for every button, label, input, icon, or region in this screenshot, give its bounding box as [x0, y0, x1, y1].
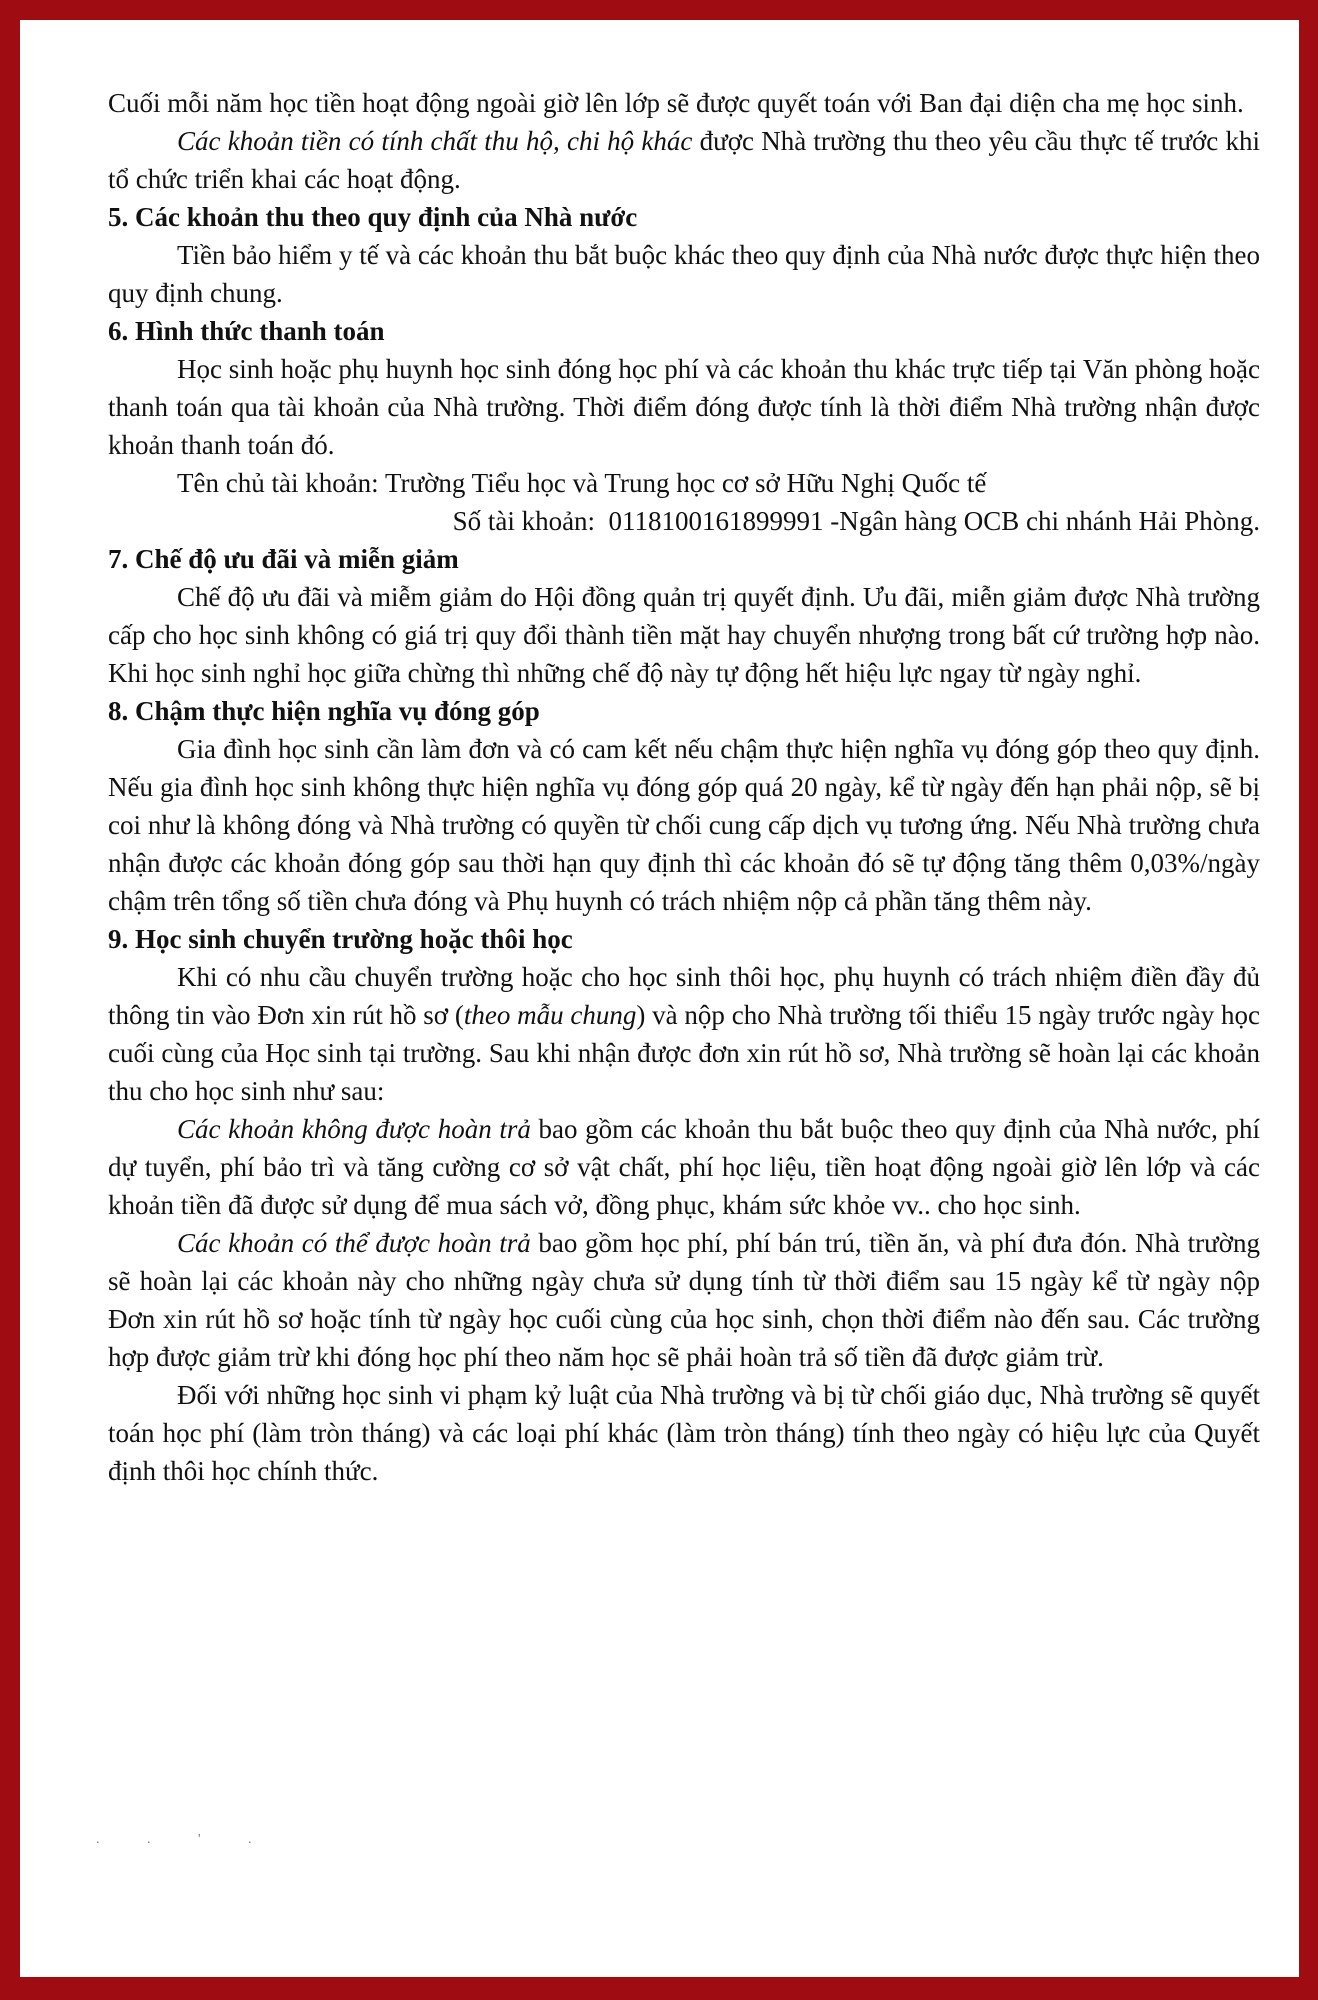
section-9-paragraph-3: Các khoản có thể được hoàn trả bao gồm học phí, phí bán trú, tiền ăn, và phí đưa đón. Nhà trường sẽ hoàn lại các khoản này cho những ngày chưa sử dụng tính từ thời điểm sau 15 ngày kể từ ngày nộp Đơn xin rút hồ sơ hoặc tính từ ngày học cuối cùng của học sinh, chọn thời điểm nào đến sau. Các trường hợp được giảm trừ khi đóng học phí theo năm học sẽ phải hoàn trả số tiền đã được giảm trừ. [108, 1228, 1260, 1372]
section-9-paragraph-2: Các khoản không được hoàn trả bao gồm các khoản thu bắt buộc theo quy định của Nhà nước, phí dự tuyển, phí bảo trì và tăng cường cơ sở vật chất, phí học liệu, tiền hoạt động ngoài giờ lên lớp và các khoản tiền đã được sử dụng để mua sách vở, đồng phục, khám sức khỏe vv.. cho học sinh. [108, 1114, 1260, 1220]
paragraph-activity-settlement: Cuối mỗi năm học tiền hoạt động ngoài giờ lên lớp sẽ được quyết toán với Ban đại diện cha mẹ học sinh. [108, 88, 1244, 118]
section-6-paragraph: Học sinh hoặc phụ huynh học sinh đóng học phí và các khoản thu khác trực tiếp tại Văn phòng hoặc thanh toán qua tài khoản của Nhà trường. Thời điểm đóng được tính là thời điểm Nhà trường nhận được khoản thanh toán đó. [108, 354, 1260, 460]
section-5-paragraph: Tiền bảo hiểm y tế và các khoản thu bắt buộc khác theo quy định của Nhà nước được thực hiện theo quy định chung. [108, 240, 1260, 308]
italic-phrase: theo mẫu chung [463, 1000, 637, 1030]
section-7-paragraph: Chế độ ưu đãi và miễm giảm do Hội đồng quản trị quyết định. Ưu đãi, miễn giảm được Nhà trường cấp cho học sinh không có giá trị quy đổi thành tiền mặt hay chuyển nhượng trong bất cứ trường hợp nào. Khi học sinh nghỉ học giữa chừng thì những chế độ này tự động hết hiệu lực ngay từ ngày nghỉ. [108, 582, 1260, 688]
document-body [108, 84, 1260, 1490]
section-8-paragraph: Gia đình học sinh cần làm đơn và có cam kết nếu chậm thực hiện nghĩa vụ đóng góp theo quy định. Nếu gia đình học sinh không thực hiện nghĩa vụ đóng góp quá 20 ngày, kể từ ngày đến hạn phải nộp, sẽ bị coi như là không đóng và Nhà trường có quyền từ chối cung cấp dịch vụ tương ứng. Nếu Nhà trường chưa nhận được các khoản đóng góp sau thời hạn quy định thì các khoản đó sẽ tự động tăng thêm 0,03%/ngày chậm trên tổng số tiền chưa đóng và Phụ huynh có trách nhiệm nộp cả phần tăng thêm này. [108, 734, 1260, 916]
italic-phrase: Các khoản tiền có tính chất thu hộ, chi hộ khác [177, 126, 693, 156]
section-7-heading: 7. Chế độ ưu đãi và miễn giảm [108, 544, 459, 574]
section-8-heading: 8. Chậm thực hiện nghĩa vụ đóng góp [108, 696, 540, 726]
section-9-paragraph-4: Đối với những học sinh vi phạm kỷ luật của Nhà trường và bị từ chối giáo dục, Nhà trường sẽ quyết toán học phí (làm tròn tháng) và các loại phí khác (làm tròn tháng) tính theo ngày có hiệu lực của Quyết định thôi học chính thức. [108, 1380, 1260, 1486]
paragraph-collection-on-behalf: Các khoản tiền có tính chất thu hộ, chi hộ khác được Nhà trường thu theo yêu cầu thực tế trước khi tổ chức triển khai các hoạt động. [108, 126, 1261, 194]
section-5-heading: 5. Các khoản thu theo quy định của Nhà nước [108, 202, 638, 232]
account-holder-line: Tên chủ tài khoản: Trường Tiểu học và Trung học cơ sở Hữu Nghị Quốc tế [177, 468, 987, 498]
account-number-line: Số tài khoản: 0118100161899991 -Ngân hàng OCB chi nhánh Hải Phòng. [452, 506, 1260, 536]
section-9-paragraph-1: Khi có nhu cầu chuyển trường hoặc cho học sinh thôi học, phụ huynh có trách nhiệm điền đầy đủ thông tin vào Đơn xin rút hồ sơ (theo mẫu chung) và nộp cho Nhà trường tối thiểu 15 ngày trước ngày học cuối cùng của Học sinh tại trường. Sau khi nhận được đơn xin rút hồ sơ, Nhà trường sẽ hoàn lại các khoản thu cho học sinh như sau: [108, 962, 1260, 1106]
section-6-heading: 6. Hình thức thanh toán [108, 316, 385, 346]
italic-phrase: Các khoản không được hoàn trả [177, 1114, 531, 1144]
section-9-heading: 9. Học sinh chuyển trường hoặc thôi học [108, 924, 573, 954]
italic-phrase: Các khoản có thể được hoàn trả [177, 1228, 531, 1258]
footer-marks: . . ' . [96, 1832, 274, 1847]
